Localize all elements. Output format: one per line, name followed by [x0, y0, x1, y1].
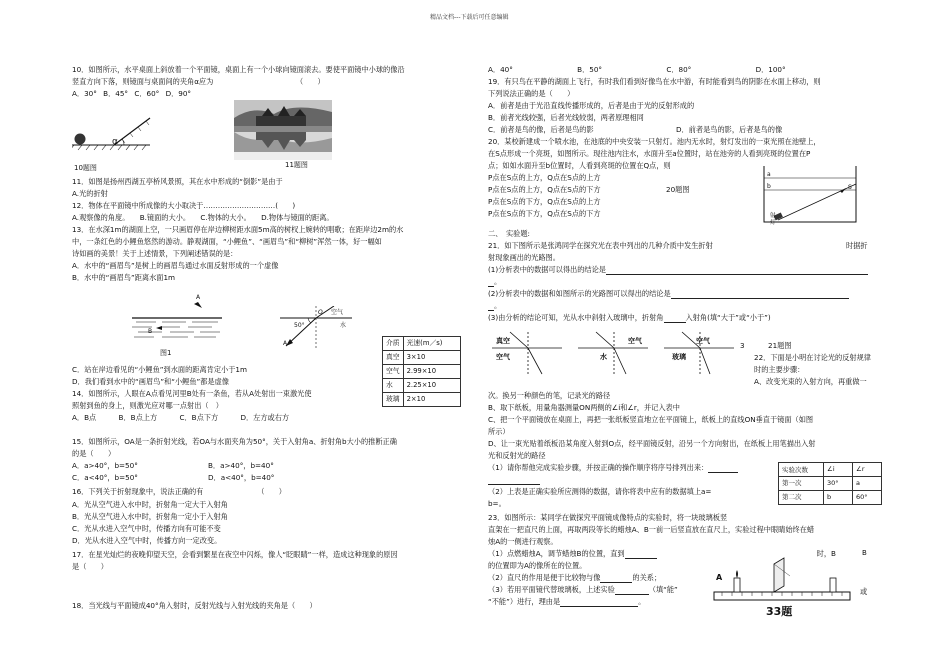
table-cell: 空气: [383, 365, 404, 379]
q23-part2: [488, 572, 661, 583]
fig20-label-b: b: [767, 183, 771, 190]
fig20-label-s: S: [848, 184, 852, 191]
q23-part1-text-b: 时，B: [816, 549, 836, 558]
q14-line2: 照射到鱼的身上，则激光应对哪一点射出（ ）: [72, 401, 223, 410]
fig33-caption: 33题: [766, 605, 793, 618]
q22-step-c: C、把一个平面镜放在桌面上，再把一张纸板竖直地立在平面镜上，纸板上的直线ON垂直于镜面（如图: [488, 415, 814, 424]
q22-step-d: D、让一束光贴着纸板沿某角度入射到O点，经平面镜反射，沿另一个方向射出，在纸板上用笔描出入射: [488, 439, 816, 448]
q13-option-a: A．水中的“画眉鸟”是树上的画眉鸟通过水面反射形成的一个虚像: [72, 261, 279, 270]
table22-header-trial: 实验次数: [779, 463, 824, 477]
fig21-number: 3: [740, 341, 745, 350]
fig21-label-vacuum: 真空: [496, 337, 510, 345]
q16-option-b: B．光从空气进入水中时，折射角一定小于入射角: [72, 512, 228, 521]
page-header: 精品文档---下载后可任意编辑: [430, 14, 509, 21]
reflection-data-table: [778, 462, 882, 505]
q22-step-a-cont: 次。换另一种颜色的笔，记录光的路径: [488, 391, 611, 400]
fig21-label-water: 水: [600, 353, 607, 361]
fig-q15-label-o: O: [318, 309, 323, 316]
q23-part2-text-b: 的关系；: [632, 573, 662, 582]
fig33-label-a: A: [716, 573, 723, 582]
fig10-caption: 10题图: [74, 164, 97, 172]
q12-option-a: A.观察像的角度。: [72, 213, 130, 222]
q23-line3: 烛A的一侧进行观察。: [488, 537, 558, 546]
q21-line1-end: 时据折: [846, 241, 868, 250]
q22-part1: [488, 462, 738, 473]
q19-line1: 19．有只鸟在平静的湖面上飞行，有时我们看到好像鸟在水中游，有时能看到鸟的阴影在水面上移动，则: [488, 77, 821, 86]
table-cell: b: [824, 491, 853, 505]
q21-part3-text-a: (3)由分析的结论可知，光从水中斜射入玻璃中，折射角: [488, 313, 664, 322]
fig-q15-label-water: 水: [340, 322, 347, 329]
q21-part1-answer-blank[interactable]: [606, 265, 868, 275]
q13-line3: 诗如画的美景！关于上述情景，下列阐述错误的是：: [72, 249, 238, 258]
q22-part1-answer-blank[interactable]: [708, 463, 738, 473]
fig11-caption: 11题图: [285, 161, 308, 169]
q21-part3-text-b: 入射角(填“大于”或“小于”): [685, 313, 771, 322]
q19-option-b: B．前者光线较强，后者光线较弱，两者原理相同: [488, 113, 644, 122]
q23-part1-cont: 的位置即为A的像所在的位置。: [488, 561, 587, 570]
q15-option-c: C．a<40°，b=50°: [72, 473, 138, 482]
q18-option-c: C．80°: [666, 65, 692, 74]
table-header-speed: 光速(m／s): [403, 337, 460, 351]
table-cell: 第一次: [779, 477, 824, 491]
fig-q14-label-a: A: [196, 294, 201, 301]
q22-line1: 22．下面是小明在讨论光的反射规律: [754, 353, 871, 362]
q22-step-c-cont: 所示）: [488, 427, 510, 436]
q18-option-b: B．50°: [577, 65, 603, 74]
table-cell: 30°: [824, 477, 853, 491]
q19-line2: 下列说法正确的是（ ）: [488, 89, 575, 98]
q23-part3-text-b: （填“能”: [648, 585, 678, 594]
q10-option-b: B．45°: [103, 89, 129, 98]
q21-part3-answer-blank[interactable]: [664, 313, 686, 323]
q20-line1: 20．某校新建成一个喷水池，在池底的中央安装一只射灯。池内无水时，射灯发出的一束光照在池壁上，: [488, 137, 821, 146]
q23-part1-text: （1）点燃蜡烛A，调节蜡烛B的位置，直到: [488, 549, 625, 558]
q18-stem: 18．当光线与平面镜成40°角入射时，反射光线与入射光线的夹角是（ ）: [72, 601, 317, 610]
q13-option-d: D．我们看到水中的“画眉鸟”和“小鲤鱼”都是虚像: [72, 377, 229, 386]
q10-option-d: D．90°: [165, 89, 192, 98]
fig10-alpha-label: α: [112, 137, 118, 147]
table-cell: 3×10: [403, 351, 460, 365]
q22-step-d-cont: 光和反射光的路径: [488, 451, 546, 460]
q13-option-b: B．水中的“画眉鸟”距离水面1m: [72, 273, 176, 282]
q15-line2: 的是（ ）: [72, 449, 116, 458]
table-cell: 真空: [383, 351, 404, 365]
q23-part3-text-c: “不能”）进行，理由是: [488, 597, 561, 606]
q17-line1: 17．在星光灿烂的夜晚仰望天空，会看到繁星在夜空中闪烁，像人“眨眼睛”一样，造成这种现象的原因: [72, 550, 398, 559]
q10-option-a: A．30°: [72, 89, 97, 98]
light-speed-table: [382, 336, 461, 407]
q23-part3-or: 或: [860, 587, 868, 596]
q22-part2-line1: （2）上表是正确实验所应测得的数据，请你将表中应有的数据填上a=: [488, 487, 712, 496]
q10-options: [72, 88, 191, 99]
q16-stem: 16．下列关于折射现象中，说法正确的有 （ ）: [72, 487, 286, 496]
q23-part1-answer-blank[interactable]: [625, 549, 657, 559]
q22-line2: 时的主要步骤：: [754, 365, 805, 374]
q16-option-c: C．光从水进入空气中时，传播方向有可能不变: [72, 524, 221, 533]
q20-line2: 在S点形成一个亮斑，如图所示。现往池内注水，水面升至a位置时，站在池旁的人看到亮斑的位置在P: [488, 149, 811, 158]
q12-option-b: B.镜面的大小。: [139, 213, 191, 222]
q20-option-4: P点在S点的下方，Q点在S点的下方: [488, 209, 601, 218]
q12-option-c: C.物体的大小。: [200, 213, 251, 222]
q13-line2: 中，一条红色的小鲤鱼悠然的游动。静观湖面，“小鲤鱼”、“画眉鸟”和“柳树”浑然一体，好一幅如: [72, 237, 382, 246]
q23-line1: 23．如图所示：某同学在做探究平面镜成像特点的实验时，将一块玻璃板竖: [488, 513, 728, 522]
q10-line1: 10．如图所示，水平桌面上斜放着一个平面镜，桌面上有一个小球向镜面滚去。要使平面镜中小球的像沿: [72, 65, 405, 74]
q13-line1: 13．在水深1m的湖面上空，一只画眉停在岸边柳树距水面5m高的树杈上婉转的唱歌；在距岸边2m的水: [72, 225, 404, 234]
q22-part1-text: （1）请你帮他完成实验步骤，并按正确的操作顺序将序号排列出来：: [488, 463, 709, 472]
q22-step-b: B、取下纸板，用量角器测量ON两侧的∠i和∠r，并记入表中: [488, 403, 680, 412]
q18-options: [488, 64, 786, 75]
q14-option-b: B．B点上方: [118, 413, 158, 422]
q11-option-a: A.光的折射: [72, 189, 108, 198]
q23-line2: 直架在一把直尺的上面，再取两段等长的蜡烛A、B一前一后竖直放在直尺上，实验过程中眼睛始终在蜡: [488, 525, 815, 534]
table-cell: 2×10: [403, 393, 460, 407]
fig21-caption: 21题图: [768, 341, 792, 350]
table22-header-r: ∠r: [853, 463, 882, 477]
fig-q14-label-b: B: [148, 328, 153, 335]
q12-options: [72, 212, 334, 223]
q14-option-a: A．B点: [72, 413, 97, 422]
fig20-label-lamp: 射灯: [770, 213, 776, 226]
table-cell: 水: [383, 379, 404, 393]
q22-part1-blank-cont[interactable]: [488, 474, 540, 485]
fig33-mirror-experiment: [712, 556, 852, 608]
q14-options: [72, 412, 289, 423]
q21-part2-blank-cont[interactable]: 。: [488, 300, 501, 311]
fig21-label-air2: 空气: [628, 337, 642, 345]
q16-option-d: D．光从水进入空气中时，传播方向一定改变。: [72, 536, 222, 545]
q21-part1: [488, 264, 868, 275]
q12-stem: 12．物体在平面镜中所成像的大小取决于…………………………( ): [72, 201, 296, 210]
q20-option-2: P点在S点的上方，Q点在S点的下方: [488, 185, 601, 194]
fig11-pavilion-photo: [234, 100, 332, 160]
q20-option-3: P点在S点的下方，Q点在S点的上方: [488, 197, 601, 206]
q10-line2: 竖直方向下落，则镜面与桌面间的夹角α应为 （ ）: [72, 77, 325, 86]
q19-option-a: A．前者是由于光沿直线传播形成的，后者是由于光的反射形成的: [488, 101, 695, 110]
q18-option-d: D．100°: [755, 65, 786, 74]
q12-option-d: D.物体与镜面的距离。: [261, 213, 334, 222]
q21-part1-text: (1)分析表中的数据可以得出的结论是: [488, 265, 606, 274]
fig21-label-air1: 空气: [496, 353, 510, 361]
q19-option-d: D．前者是鸟的影，后者是鸟的像: [676, 125, 783, 134]
section-experiments-title: 二、 实验题:: [488, 229, 530, 238]
fig1-caption: 图1: [160, 349, 172, 357]
table-cell: a: [853, 477, 882, 491]
q23-part3-cont: [488, 596, 645, 607]
q10-option-c: C．60°: [134, 89, 160, 98]
fig-q14-fish-diagram: [132, 290, 222, 346]
q13-option-c: C．站在岸边看见的“小鲤鱼”到水面的距离肯定小于1m: [72, 365, 247, 374]
q22-part2-line2: b=。: [488, 499, 506, 508]
q21-line2: 射现象画出的光路图。: [488, 253, 560, 262]
fig21-label-air3: 空气: [696, 337, 710, 345]
q20-caption: 20题图: [666, 185, 690, 194]
q21-part2-answer-blank[interactable]: [671, 289, 849, 299]
q23-part3-end: 。: [638, 597, 646, 606]
fig21-label-glass: 玻璃: [672, 353, 686, 361]
q23-part2-text: （2）直尺的作用是便于比较物与像: [488, 573, 601, 582]
q14-option-d: D．左方或右方: [240, 413, 290, 422]
table22-header-i: ∠i: [824, 463, 853, 477]
q23-part2-answer-blank[interactable]: [600, 573, 632, 583]
fig20-label-a: a: [767, 171, 771, 178]
q20-option-1: P点在S点的上方，Q点在S点的上方: [488, 173, 601, 182]
q21-part2-text: (2)分析表中的数据和如图所示的光路图可以得出的结论是: [488, 289, 671, 298]
q19-option-c: C．前者是鸟的像，后者是鸟的影: [488, 125, 594, 134]
q21-line1: 21．如下图所示是张鸿同学在探究光在表中列出的几种介质中发生折射: [488, 241, 713, 250]
q20-line3: 点；如如水面升至b位置时，人看到亮斑的位置在Q点，则: [488, 161, 671, 170]
q23-part3-text: （3）若用平面镜代替玻璃板，上述实验: [488, 585, 615, 594]
q23-part3-answer-blank[interactable]: [615, 585, 649, 595]
q23-part3-reason-blank[interactable]: [560, 597, 638, 607]
q11-line1: 11．如图是扬州西湖五亭桥风景照，其在水中形成的“倒影”是由于: [72, 177, 283, 186]
fig-q15-label-a: A: [283, 340, 288, 347]
q16-option-a: A．光从空气进入水中时，折射角一定大于入射角: [72, 500, 228, 509]
table-cell: 60°: [853, 491, 882, 505]
q18-option-a: A．40°: [488, 65, 513, 74]
q14-option-c: C．B点下方: [179, 413, 219, 422]
q17-line2: 是（ ）: [72, 562, 108, 571]
fig-q15-label-air: 空气: [331, 309, 344, 316]
q21-part1-blank-cont[interactable]: 。: [488, 276, 501, 287]
q21-part3: [488, 312, 771, 323]
q15-option-b: B．a>40°，b=40°: [208, 461, 274, 470]
q21-part2: [488, 288, 849, 299]
q15-line1: 15．如图所示，OA是一条折射光线，若OA与水面夹角为50°，关于入射角a、折射角b大小的推断正确: [72, 437, 397, 446]
q23-part3: [488, 584, 678, 595]
q14-line1: 14．如图所示，人眼在A点看见河里B处有一条鱼，若从A处射出一束激光使: [72, 389, 312, 398]
table-cell: 2.99×10: [403, 365, 460, 379]
fig-q15-label-angle: 50°: [294, 322, 305, 329]
fig33-label-b: B: [862, 549, 867, 557]
table-cell: 玻璃: [383, 393, 404, 407]
table-cell: 第二次: [779, 491, 824, 505]
table-header-medium: 介质: [383, 337, 404, 351]
table-cell: 2.25×10: [403, 379, 460, 393]
q15-option-a: A．a>40°，b=50°: [72, 461, 138, 470]
q15-option-d: D．a<40°，b=40°: [208, 473, 275, 482]
q22-step-a-start: A、改变光束的入射方向，再重做一: [754, 377, 867, 386]
